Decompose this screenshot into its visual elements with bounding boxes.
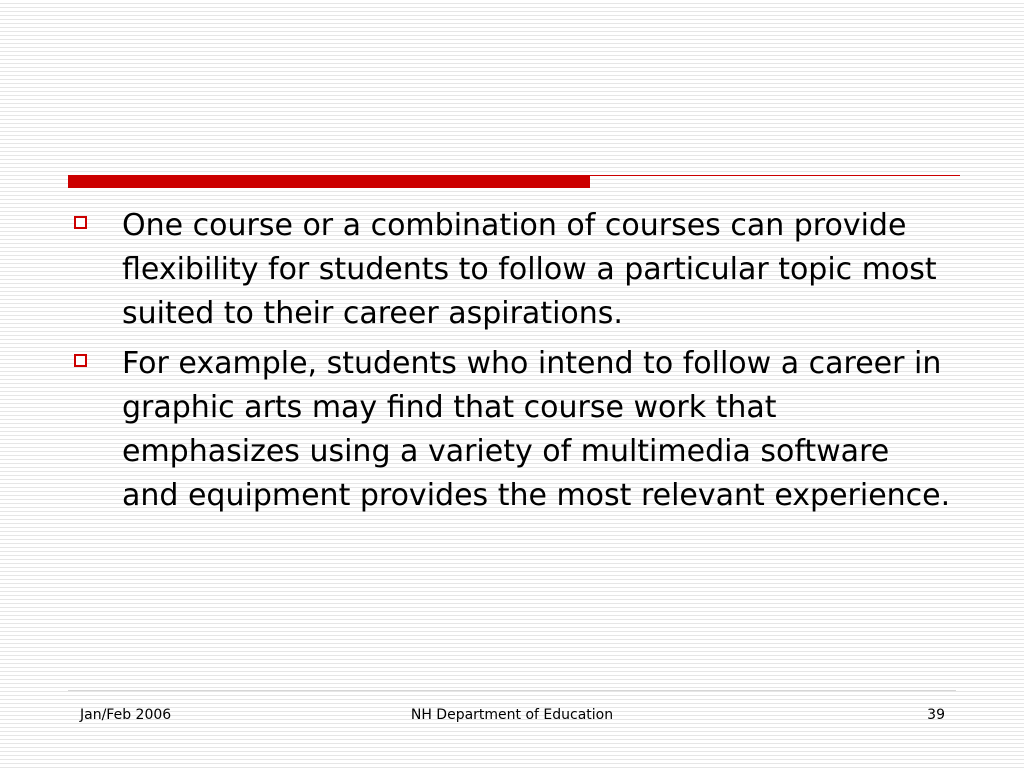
footer-page-number: 39 [927, 707, 945, 723]
title-divider-thick [68, 175, 590, 188]
square-bullet-icon [74, 354, 87, 367]
footer-organization: NH Department of Education [410, 707, 614, 723]
bullet-item [74, 342, 954, 518]
square-bullet-icon [74, 216, 87, 229]
slide-content [74, 204, 954, 524]
title-divider-thin [590, 175, 960, 176]
bullet-item [74, 204, 954, 336]
bullet-text: One course or a combination of courses can provide flexibility for students to follow a particular topic most suited to their career aspirations. [122, 208, 937, 331]
footer-divider [68, 690, 956, 691]
title-divider [68, 175, 960, 188]
bullet-text: For example, students who intend to follow a career in graphic arts may find that course work that emphasizes using a variety of multimedia software and equipment provides the most relevant experience. [122, 346, 951, 513]
footer-date: Jan/Feb 2006 [80, 707, 172, 723]
